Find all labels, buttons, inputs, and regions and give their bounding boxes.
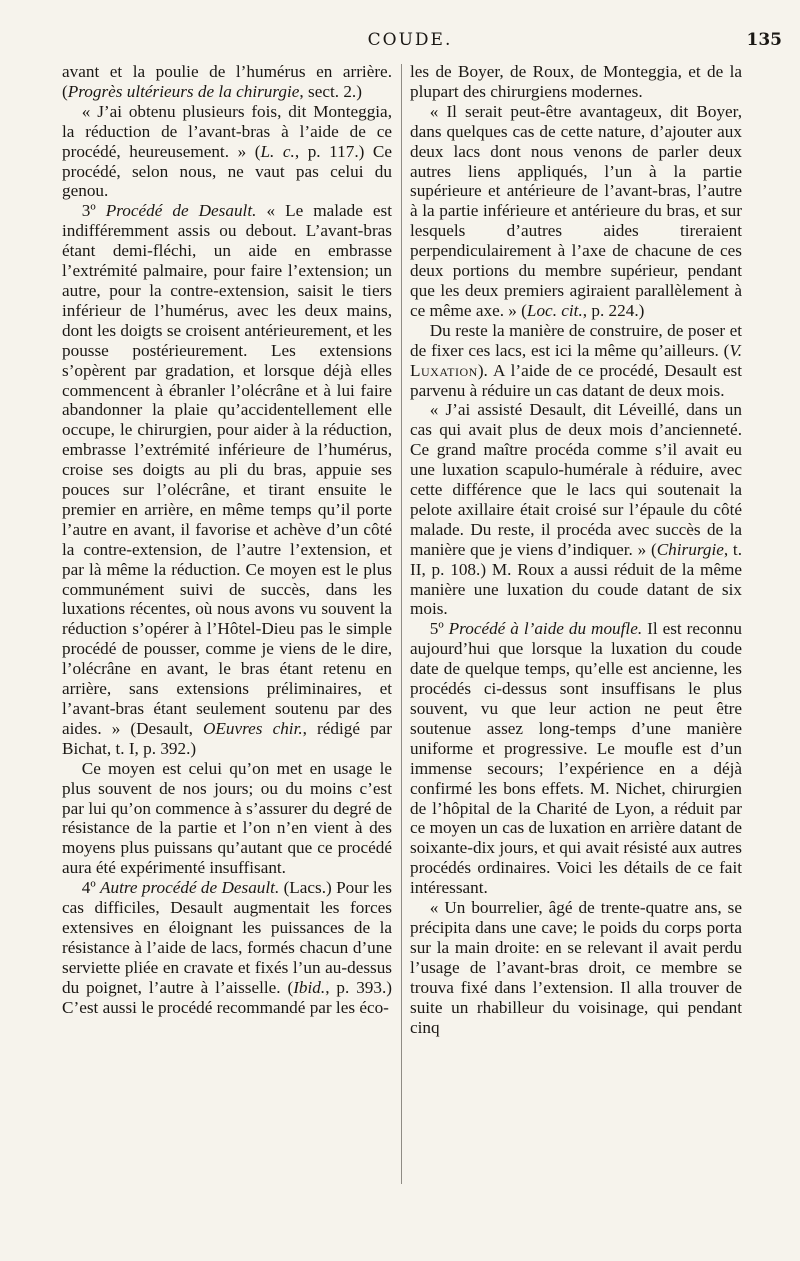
paragraph: 3º Procédé de Desault. « Le malade est indifféremment assis ou debout. L’avant-bras étant demi-fléchi, un aide en embrasse l’extrémité palmaire, pour faire l’extension; un autre, pour la contre-extension, saisit le tiers inférieur de l’humérus, avec les deux mains, dont les doigts se croisent antérieurement, et les pousse postérieurement. Les extensions s’opèrent par gradation, et lorsque déjà elles commencent à ébranler l’olécrâne et à lui faire abandonner la plaie qu’accidentellement elle occupe, le chirurgien, pour aider à la réduction, embrasse l’extrémité inférieure de l’humérus, croise ses doigts au pli du bras, appuie ses pouces sur l’olécrâne, et tirant ensuite le premier en arrière, en même temps qu’il porte l’autre en avant, il favorise et achève d’un côté la contre-extension, de l’autre l’extension, et par là même la réduction. Ce moyen est le plus communément suivi de succès, dans les luxations récentes, où nous avons vu souvent la réduction s’opérer à l’Hôtel-Dieu pas le simple procédé de pousser, comme je viens de le dire, l’olécrâne en avant, le bras étant retenu en arrière, sans extensions préliminaires, et l’avant-bras étant seulement soutenu par des aides. » (Desault, OEuvres chir., rédigé par Bichat, t. I, p. 392.) (62, 201, 393, 758)
paragraph: 5º Procédé à l’aide du moufle. Il est reconnu aujourd’hui que lorsque la luxation du coude date de quelque temps, qu’elle est ancienne, les procédés ci-dessus sont insuffisans le plus souvent, vu que leur action ne peut être soutenue assez long-temps d’une manière uniforme et progressive. Le moufle est d’un immense secours; l’expérience en a déjà confirmé les bons effets. M. Nichet, chirurgien de l’hôpital de la Charité de Lyon, a réduit par ce moyen un cas de luxation en arrière datant de soixante-dix jours, et qui avait résisté aux autres procédés ordinaires. Voici les détails de ce fait intéressant. (410, 619, 742, 898)
paragraph: « J’ai assisté Desault, dit Léveillé, dans un cas qui avait plus de deux mois d’ancienneté. Ce grand maître procéda comme s’il avait eu une luxation scapulo-humérale à réduire, avec cette différence que le lacs qui soutenait la pelote axillaire était croisé sur l’épaule du côté malade. Du reste, il procéda avec succès de la manière que je viens d’indiquer. » (Chirurgie, t. II, p. 108.) M. Roux a aussi réduit de la même manière une luxation du coude datant de six mois. (410, 400, 743, 619)
paragraph: « Il serait peut-être avantageux, dit Boyer, dans quelques cas de cette nature, d’ajouter aux deux lacs dont nous venons de parler deux autres liens appliqués, l’un à la partie supérieure et antérieure de l’avant-bras, l’autre à la partie inférieure et antérieure du bras, et sur lesquels d’autres aides tireraient perpendiculairement à l’axe de chacune de ces deux portions du membre supérieur, pendant que les deux premiers agiraient parallèlement à ce même axe. » (Loc. cit., p. 224.) (410, 101, 742, 320)
paragraph: 4º Autre procédé de Desault. (Lacs.) Pour les cas difficiles, Desault augmentait les forces extensives en éloignant les puissances de la résistance à l’aide de lacs, formés chacun d’une serviette pliée en cravate et fixés l’un au-dessus du poignet, l’autre à l’aisselle. (Ibid., p. 393.) C’est aussi le procédé recommandé par les éco- (62, 878, 393, 1017)
paragraph: Ce moyen est celui qu’on met en usage le plus souvent de nos jours; ou du moins c’est par lui qu’on commence à s’assurer du degré de résistance de la partie et l’on n’en vient à des moyens plus puissans qu’autant que ce procédé aura été expérimenté insuffisant. (62, 758, 392, 878)
paragraph: Du reste la manière de construire, de poser et de fixer ces lacs, est ici la même qu’ailleurs. (V. Luxation). A l’aide de ce procédé, Desault est parvenu à réduire un cas datant de deux mois. (410, 320, 742, 400)
page-number: 135 (746, 30, 782, 50)
right-column (410, 62, 742, 1037)
paragraph: « J’ai obtenu plusieurs fois, dit Monteggia, la réduction de l’avant-bras à l’aide de ce procédé, heureusement. » (L. c., p. 117.) Ce procédé, selon nous, ne vaut pas celui du genou. (62, 101, 393, 201)
left-column (62, 62, 392, 1018)
running-head: COUDE. (367, 30, 453, 50)
column-divider (401, 64, 402, 1184)
paragraph: « Un bourrelier, âgé de trente-quatre ans, se précipita dans une cave; le poids du corps porta sur la main droite: en se relevant il avait perdu l’usage de l’avant-bras droit, ce membre se trouva fixé dans l’extension. Il alla trouver de suite un rhabilleur du voisinage, qui pendant cinq (410, 898, 742, 1037)
paragraph: avant et la poulie de l’humérus en arrière. (Progrès ultérieurs de la chirurgie, sect. 2.) (62, 62, 392, 101)
paragraph: les de Boyer, de Roux, de Monteggia, et de la plupart des chirurgiens modernes. (410, 62, 742, 101)
